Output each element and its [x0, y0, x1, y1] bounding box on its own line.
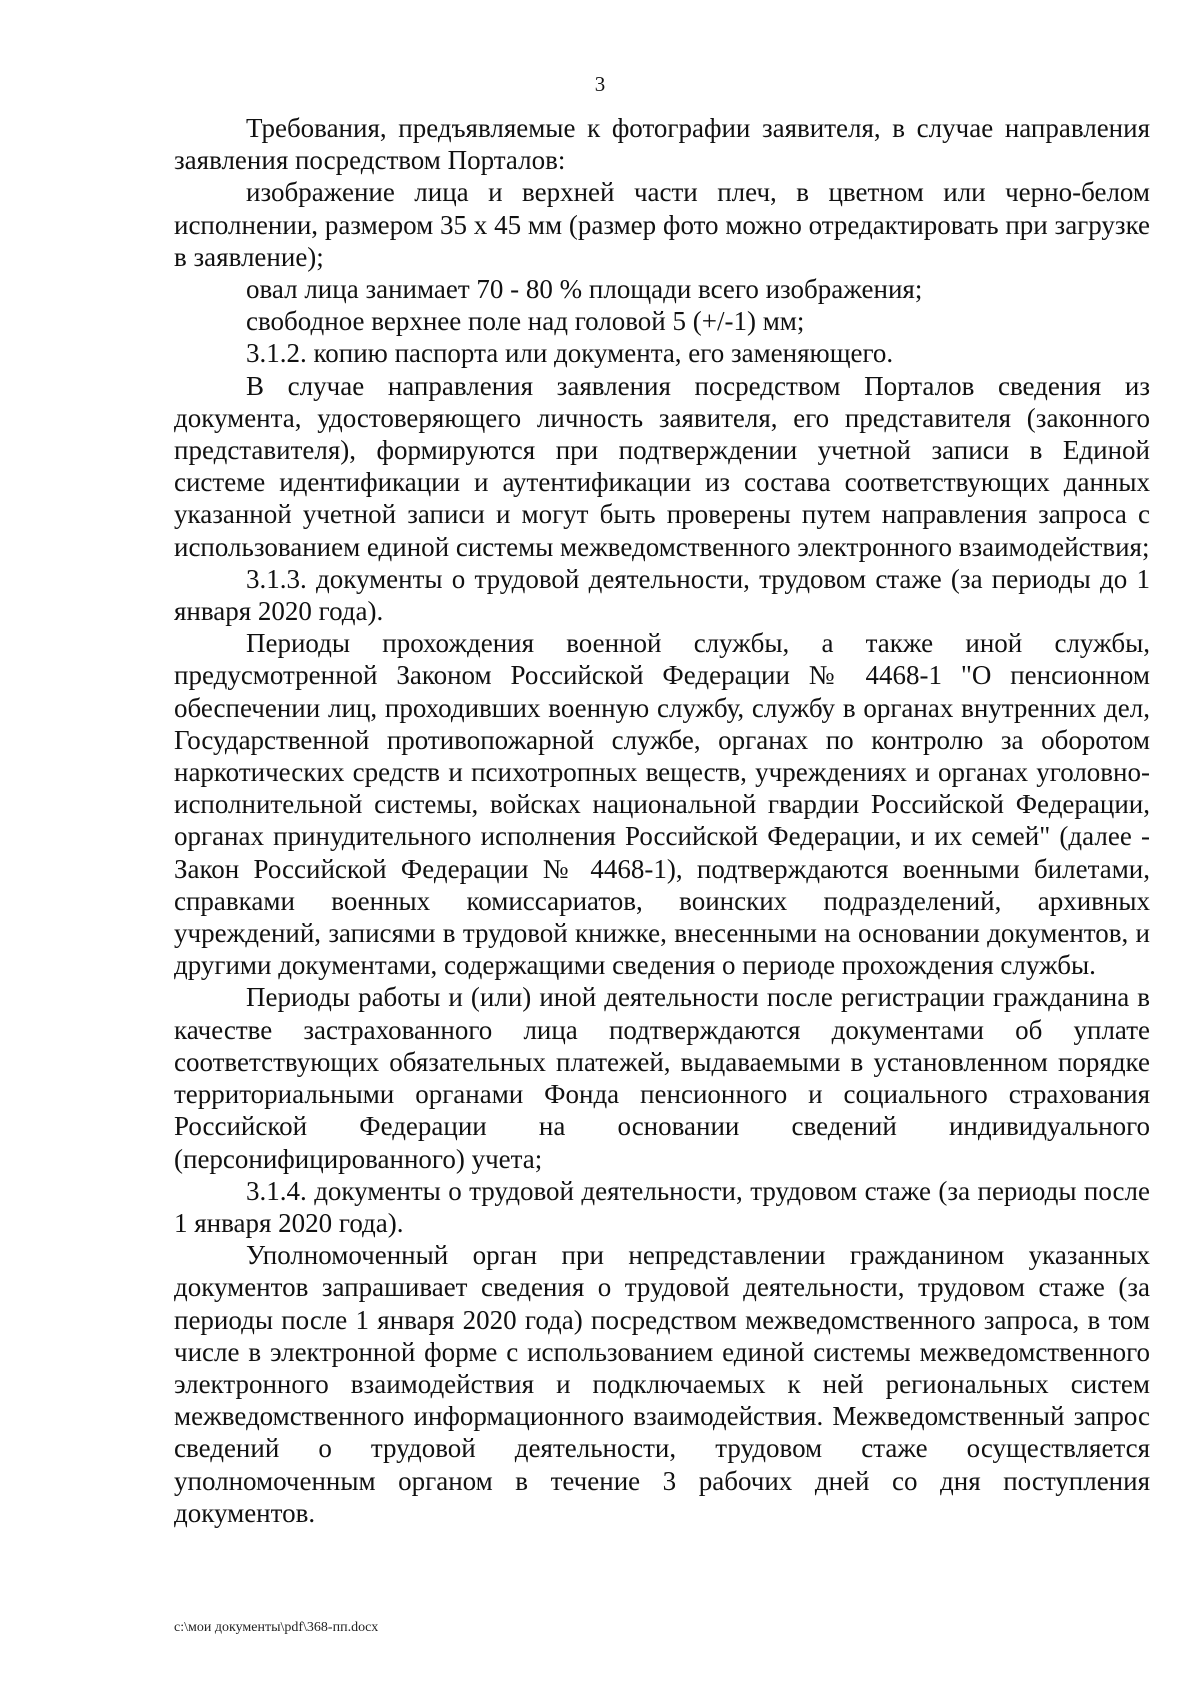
paragraph: 3.1.2. копию паспорта или документа, его заменяющего.	[246, 338, 894, 369]
paragraph: 3.1.3. документы о трудовой деятельности, трудовом стаже (за периоды до 1 января 2020 года).	[174, 563, 1150, 627]
page-number: 3	[594, 72, 606, 96]
paragraph: Периоды прохождения военной службы, а также иной службы, предусмотренной Законом Российской Федерации № 4468-1 "О пенсионном обеспечении лиц, проходивших военную службу, службу в органах внутренних дел, Государственной противопожарной службе, органах по контролю за оборотом наркотических средств и психотропных веществ, учреждениях и органах уголовно-исполнительной системы, войсках национальной гвардии Российской Федерации, органах принудительного исполнения Российской Федерации, и их семей" (далее - Закон Российской Федерации № 4468-1), подтверждаются военными билетами, справками военных комиссариатов, воинских подразделений, архивных учреждений, записями в трудовой книжке, внесенными на основании документов, и другими документами, содержащими сведения о периоде прохождения службы.	[174, 628, 1150, 981]
paragraph: изображение лица и верхней части плеч, в цветном или черно-белом исполнении, размером 35 x 45 мм (размер фото можно отредактировать при загрузке в заявление);	[174, 177, 1150, 272]
paragraph: В случае направления заявления посредством Порталов сведения из документа, удостоверяющего личность заявителя, его представителя (законного представителя), формируются при подтверждении учетной записи в Единой системе идентификации и аутентификации из состава соответствующих данных указанной учетной записи и могут быть проверены путем направления запроса с использованием единой системы межведомственного электронного взаимодействия;	[174, 370, 1150, 562]
paragraph: Периоды работы и (или) иной деятельности после регистрации гражданина в качестве застрахованного лица подтверждаются документами об уплате соответствующих обязательных платежей, выдаваемыми в установленном порядке территориальными органами Фонда пенсионного и социального страхования Российской Федерации на основании сведений индивидуального (персонифицированного) учета;	[174, 982, 1150, 1174]
paragraph: свободное верхнее поле над головой 5 (+/-1) мм;	[246, 306, 805, 337]
paragraph: овал лица занимает 70 - 80 % площади всего изображения;	[246, 274, 923, 305]
paragraph: 3.1.4. документы о трудовой деятельности, трудовом стаже (за периоды после 1 января 2020 года).	[174, 1175, 1150, 1238]
paragraph: Уполномоченный орган при непредставлении гражданином указанных документов запрашивает сведения о трудовой деятельности, трудовом стаже (за периоды после 1 января 2020 года) посредством межведомственного запроса, в том числе в электронной форме с использованием единой системы межведомственного электронного взаимодействия и подключаемых к ней региональных систем межведомственного информационного взаимодействия. Межведомственный запрос сведений о трудовой деятельности, трудовом стаже осуществляется уполномоченным органом в течение 3 рабочих дней со дня поступления документов.	[174, 1240, 1150, 1528]
paragraph: Требования, предъявляемые к фотографии заявителя, в случае направления заявления посредством Порталов:	[174, 113, 1150, 176]
footer-file-path: c:\мои документы\pdf\368-пп.docx	[174, 1620, 379, 1635]
document-body	[174, 112, 1150, 1529]
